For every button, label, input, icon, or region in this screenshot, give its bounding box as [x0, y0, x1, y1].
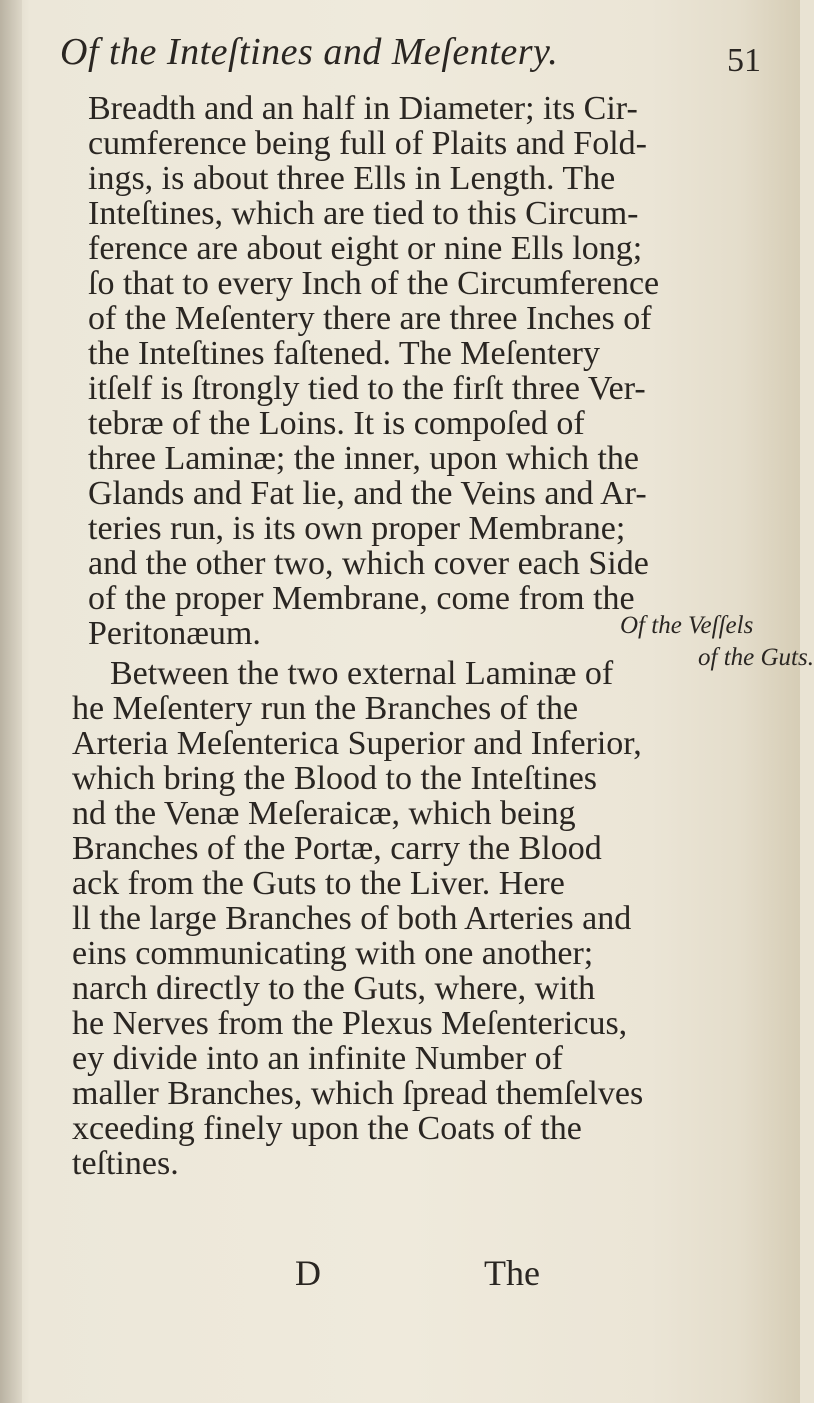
text-line: ll the large Branches of both Arteries and — [72, 900, 632, 937]
text-line: Branches of the Portæ, carry the Blood — [72, 830, 602, 867]
margin-note-line-1: Of the Veſſels — [620, 612, 754, 639]
text-line: of the proper Membrane, come from the — [88, 580, 635, 617]
signature-mark: D — [295, 1253, 321, 1293]
text-line: Breadth and an half in Diameter; its Cir- — [88, 90, 638, 127]
page-gutter — [0, 0, 22, 1403]
running-title: Of the Inteſtines and Meſentery. — [60, 31, 559, 73]
text-line: and the other two, which cover each Side — [88, 545, 649, 582]
text-line: he Nerves from the Plexus Meſentericus, — [72, 1005, 628, 1042]
text-line: Glands and Fat lie, and the Veins and Ar- — [88, 475, 647, 512]
text-line: of the Meſentery there are three Inches of — [88, 300, 652, 337]
text-line: three Laminæ; the inner, upon which the — [88, 440, 639, 477]
text-line: maller Branches, which ſpread themſelves — [72, 1075, 644, 1112]
text-line: ings, is about three Ells in Length. The — [88, 160, 616, 197]
page-number: 51 — [727, 42, 761, 79]
text-line: Inteſtines, which are tied to this Circum- — [88, 195, 639, 232]
text-line: which bring the Blood to the Inteſtines — [72, 760, 598, 797]
text-line: cumference being full of Plaits and Fold- — [88, 125, 647, 162]
catchword: The — [484, 1253, 540, 1293]
text-line: Between the two external Laminæ of — [110, 655, 614, 692]
text-line: ack from the Guts to the Liver. Here — [72, 865, 565, 902]
text-line: teſtines. — [72, 1145, 179, 1182]
text-line: ſo that to every Inch of the Circumference — [88, 265, 660, 302]
text-line: nd the Venæ Meſeraicæ, which being — [72, 795, 576, 832]
text-line: ey divide into an infinite Number of — [72, 1040, 563, 1077]
text-line: itſelf is ſtrongly tied to the firſt three Ver- — [88, 370, 646, 407]
text-line: ference are about eight or nine Ells long; — [88, 230, 643, 267]
text-line: tebræ of the Loins. It is compoſed of — [88, 405, 585, 442]
text-line: narch directly to the Guts, where, with — [72, 970, 596, 1007]
text-line: teries run, is its own proper Membrane; — [88, 510, 626, 547]
text-line: xceeding finely upon the Coats of the — [72, 1110, 582, 1147]
margin-note-line-2: of the Guts. — [698, 644, 814, 671]
text-line: Arteria Meſenterica Superior and Inferior, — [72, 725, 642, 762]
text-line: eins communicating with one another; — [72, 935, 594, 972]
text-line: the Inteſtines faſtened. The Meſentery — [88, 335, 601, 372]
text-line: he Meſentery run the Branches of the — [72, 690, 579, 727]
text-line: Peritonæum. — [88, 615, 261, 652]
